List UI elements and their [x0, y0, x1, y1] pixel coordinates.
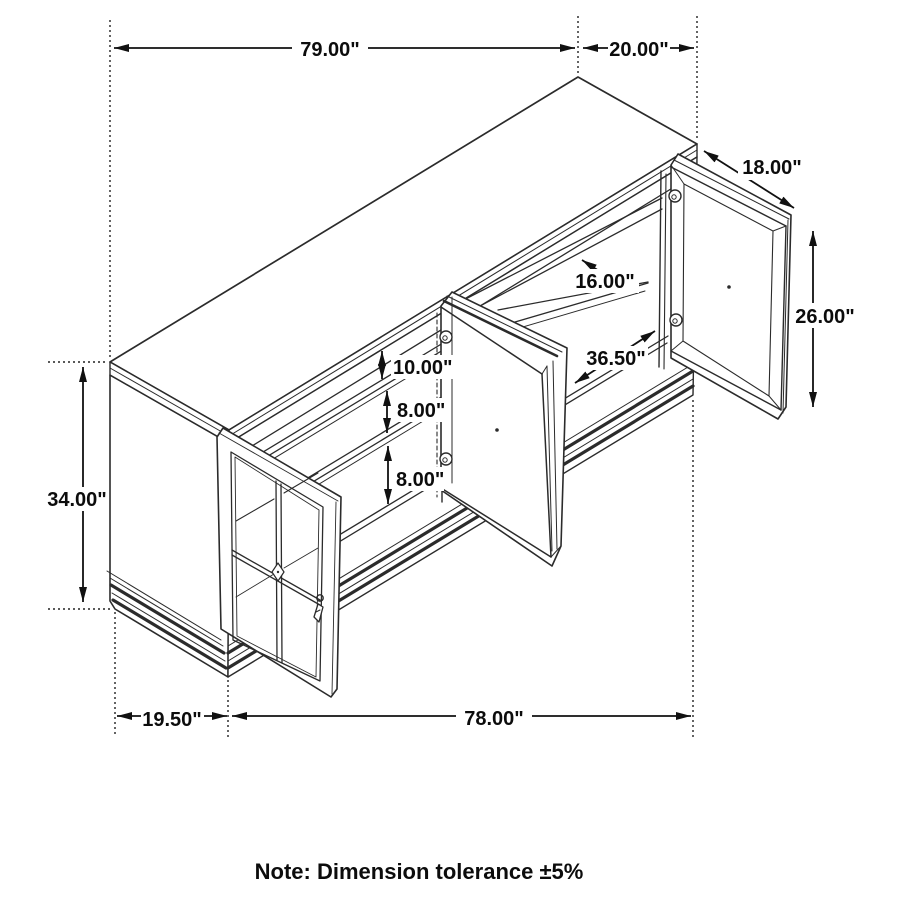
dim-label-upper-shelf-gap: 8.00" [397, 400, 446, 422]
dim-label-lower-shelf-gap: 8.00" [396, 469, 445, 491]
dim-label-top-shelf-gap: 10.00" [393, 357, 453, 379]
dim-label-base-depth: 19.50" [142, 709, 202, 731]
dim-label-side-height: 34.00" [47, 489, 107, 511]
dim-label-top-depth: 20.00" [609, 39, 669, 61]
dim-label-shelf-depth: 16.00" [575, 271, 635, 293]
tolerance-note: Note: Dimension tolerance ±5% [254, 859, 584, 884]
dim-label-door-depth: 18.00" [742, 157, 802, 179]
dim-label-right-door-height: 26.00" [795, 306, 855, 328]
dim-label-base-width: 78.00" [464, 708, 524, 730]
dim-label-overall-top-width: 79.00" [300, 39, 360, 61]
dim-label-interior-width: 36.50" [586, 348, 646, 370]
